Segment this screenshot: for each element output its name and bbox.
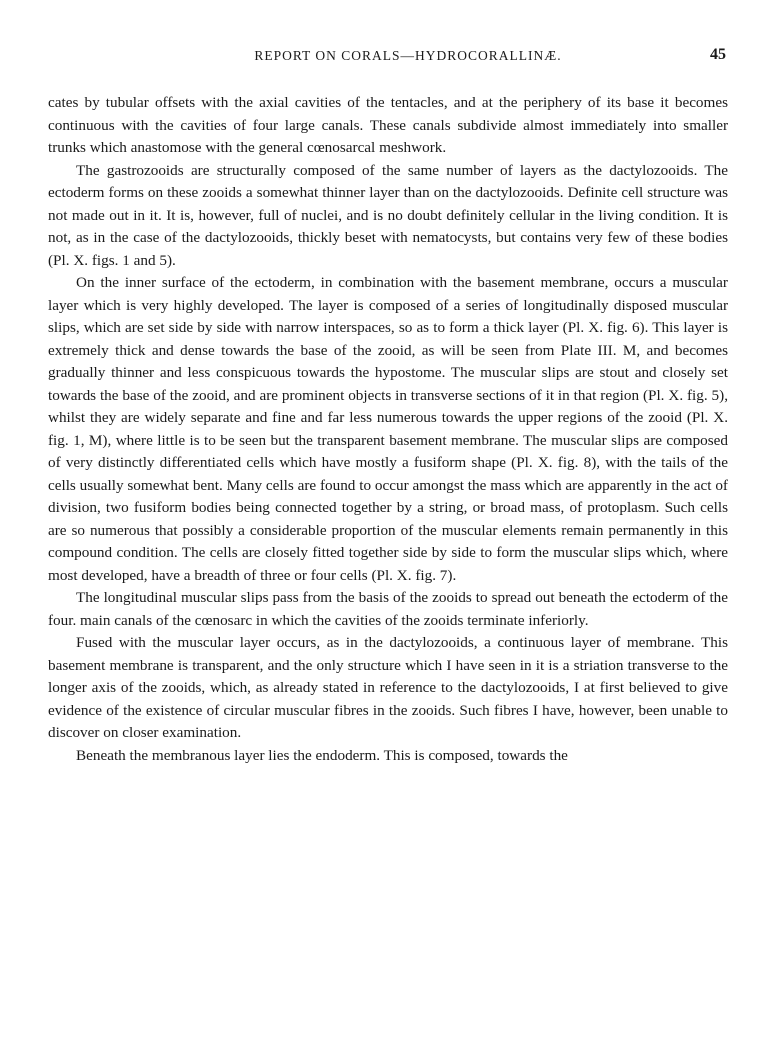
running-title: REPORT ON CORALS—HYDROCORALLINÆ. (254, 48, 562, 63)
body-text (48, 92, 728, 767)
paragraph-gastrozooids: The gastrozooids are structurally composed of the same number of layers as the dactylozooids. The ectoderm forms on these zooids a somewhat thinner layer than on the dactylozooids. Definite cell structure was not made out in it. It is, however, full of nuclei, and is no doubt definitely cellular in the living condition. It is not, as in the case of the dactylozooids, thickly beset with nematocysts, but contains very few of these bodies (Pl. X. figs. 1 and 5). (48, 161, 728, 269)
running-head (48, 48, 728, 70)
paragraph-endoderm: Beneath the membranous layer lies the endoderm. This is composed, towards the (76, 746, 568, 764)
paragraph-basement-membrane: Fused with the muscular layer occurs, as in the dactylozooids, a continuous layer of membrane. This basement membrane is transparent, and the only structure which I have seen in it is a striation transverse to the longer axis of the zooids, which, as already stated in reference to the dactylozooids, I at first believed to give evidence of the existence of circular muscular fibres in the zooids. Such fibres I have, however, been unable to discover on closer examination. (48, 634, 728, 741)
page-number: 45 (710, 46, 726, 63)
paragraph-continued: cates by tubular offsets with the axial cavities of the tentacles, and at the periphery of its base it becomes continuous with the cavities of four large canals. These canals subdivide almost immediately into smaller trunks which anastomose with the general cœnosarcal meshwork. (48, 94, 728, 156)
paragraph-longitudinal-slips: The longitudinal muscular slips pass from the basis of the zooids to spread out beneath the ectoderm of the four. main canals of the cœnosarc in which the cavities of the zooids terminate inferiorly. (48, 589, 728, 629)
page (48, 48, 728, 767)
paragraph-muscular-layer: On the inner surface of the ectoderm, in combination with the basement membrane, occurs a muscular layer which is very highly developed. The layer is composed of a series of longitudinally disposed muscular slips, which are set side by side with narrow interspaces, so as to form a thick layer (Pl. X. fig. 6). This layer is extremely thick and dense towards the base of the zooid, as will be seen from Plate III. M, and becomes gradually thinner and less conspicuous towards the hypostome. The muscular slips are stout and closely set towards the base of the zooid, and are prominent objects in transverse sections of it in that region (Pl. X. fig. 5), whilst they are widely separate and fine and far less numerous towards the upper regions of the zooid (Pl. X. fig. 1, M), where little is to be seen but the transparent basement membrane. The muscular slips are composed of very distinctly differentiated cells which have mostly a fusiform shape (Pl. X. fig. 8), with the tails of the cells usually somewhat bent. Many cells are found to occur amongst the mass which are apparently in the act of division, two fusiform bodies being connected together by a string, or broad mass, of protoplasm. Such cells are so numerous that possibly a considerable proportion of the muscular elements remain permanently in this compound condition. The cells are closely fitted together side by side to form the muscular slips which, where most developed, have a breadth of three or four cells (Pl. X. fig. 7). (48, 274, 728, 584)
